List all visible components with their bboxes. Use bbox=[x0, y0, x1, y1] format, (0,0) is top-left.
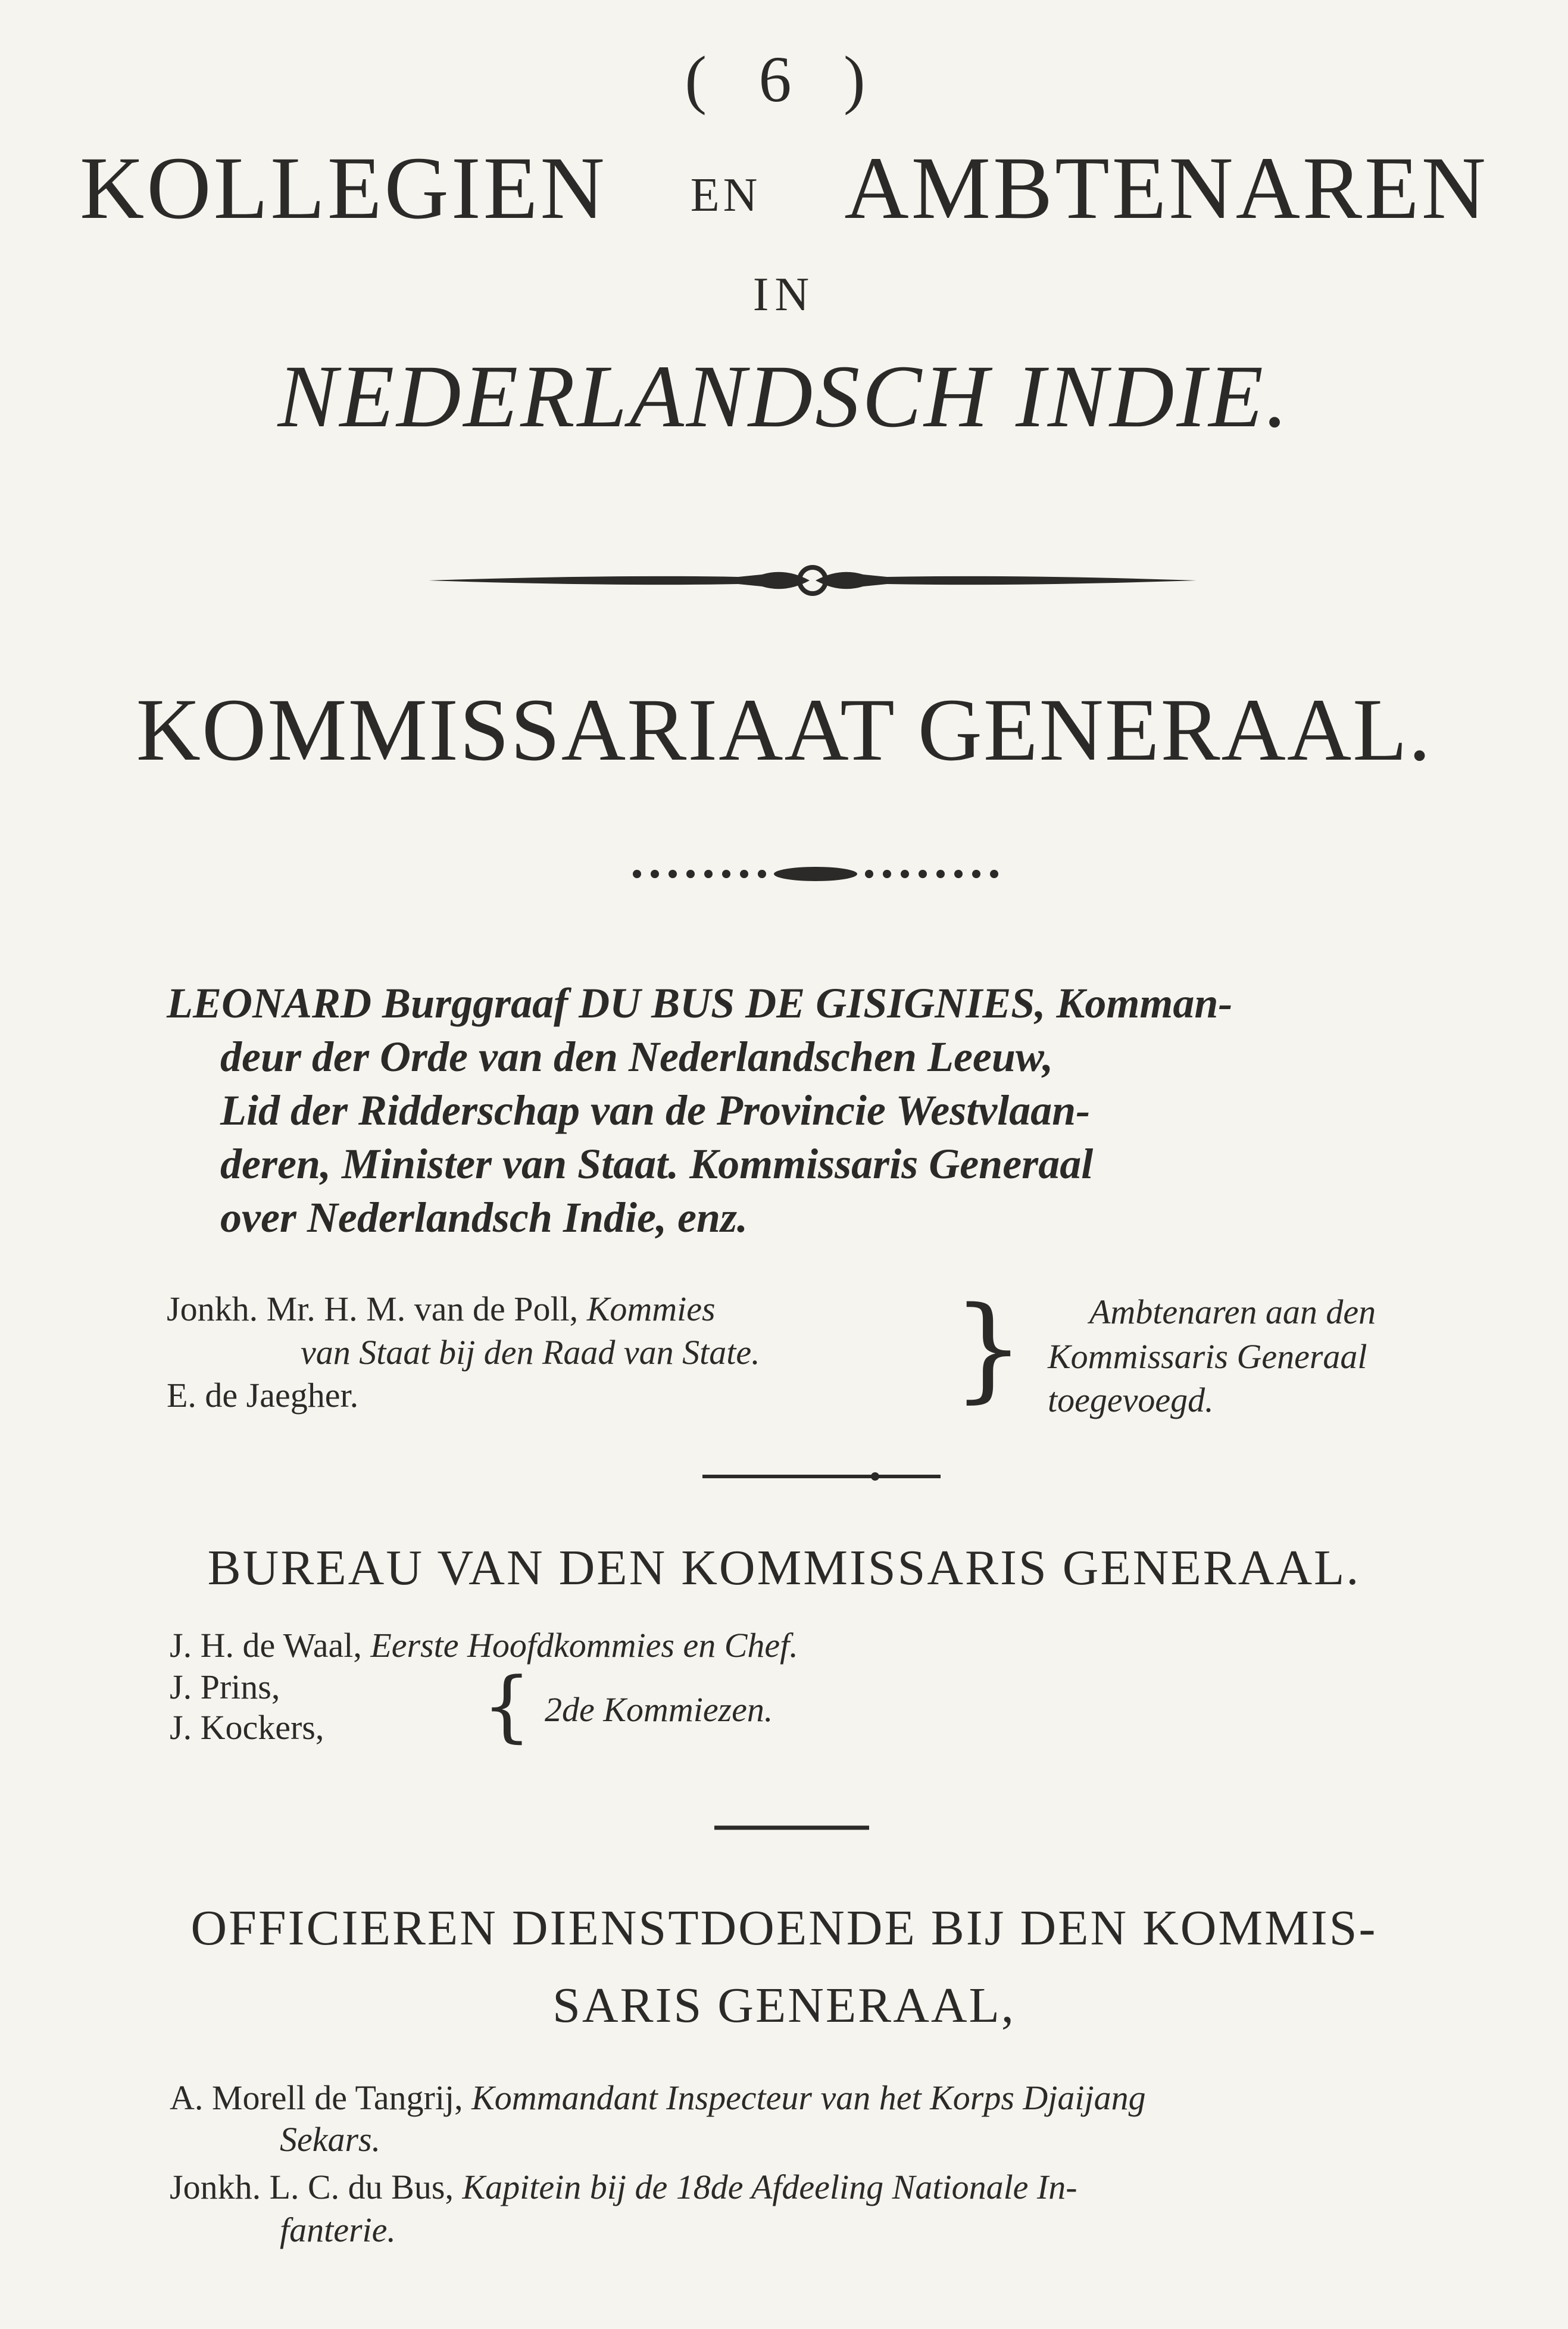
officials-line-2: van Staat bij den Raad van State. bbox=[301, 1333, 760, 1372]
commissioner-line-2: deur der Orde van den Nederlandschen Leeuw, bbox=[220, 1033, 1054, 1081]
officers-entry-2: Jonkh. L. C. du Bus, Kapitein bij de 18de Afdeeling Nationale In- bbox=[170, 2168, 1077, 2206]
bureau-line-1: J. H. de Waal, Eerste Hoofdkommies en Chef. bbox=[170, 1626, 798, 1665]
officers-entry-2-cont: fanterie. bbox=[280, 2211, 396, 2249]
commissioner-line-4: deren, Minister van Staat. Kommissaris Generaal bbox=[220, 1140, 1094, 1188]
officials-line-1: Jonkh. Mr. H. M. van de Poll, Kommies bbox=[167, 1290, 716, 1328]
section-title-bureau: BUREAU VAN DEN KOMMISSARIS GENERAAL. bbox=[207, 1540, 1361, 1596]
bureau-group-role: 2de Kommiezen. bbox=[545, 1690, 773, 1729]
officers-entry-1-cont: Sekars. bbox=[280, 2120, 381, 2159]
divider-rule-2 bbox=[714, 1822, 869, 1834]
heading-word-ambtenaren: AMBTENAREN bbox=[844, 139, 1489, 238]
brace-officials: } bbox=[952, 1282, 1024, 1414]
ornamental-rule-small bbox=[631, 862, 1000, 886]
commissioner-line-1: LEONARD Burggraaf DU BUS DE GISIGNIES, Komman- bbox=[167, 979, 1233, 1027]
bureau-line-2: J. Prins, bbox=[170, 1668, 280, 1706]
commissioner-line-3: Lid der Ridderschap van de Provincie Westvlaan- bbox=[220, 1087, 1091, 1134]
heading-line-3: NEDERLANDSCH INDIE. bbox=[277, 347, 1291, 446]
brace-bureau: { bbox=[482, 1660, 532, 1751]
officials-note-line-3: toegevoegd. bbox=[1048, 1381, 1214, 1419]
page-number: ( 6 ) bbox=[685, 43, 883, 115]
section-title-officers-2: SARIS GENERAAL, bbox=[552, 1978, 1016, 2033]
officials-line-3: E. de Jaegher. bbox=[167, 1376, 359, 1415]
ornamental-rule-large bbox=[429, 557, 1197, 604]
heading-line-1 bbox=[0, 137, 1568, 239]
officials-note-line-1: Ambtenaren aan den bbox=[1089, 1292, 1376, 1331]
bureau-line-3: J. Kockers, bbox=[170, 1708, 324, 1747]
officers-entry-1: A. Morell de Tangrij, Kommandant Inspecteur van het Korps Djaijang bbox=[170, 2078, 1146, 2117]
heading-word-kollegien: KOLLEGIEN bbox=[79, 139, 607, 238]
section-title-kommissariaat: KOMMISSARIAAT GENERAAL. bbox=[136, 680, 1432, 779]
heading-line-2: IN bbox=[752, 269, 816, 321]
officials-note-line-2: Kommissaris Generaal bbox=[1048, 1337, 1367, 1376]
heading-word-en: EN bbox=[690, 169, 761, 221]
section-title-officers-1: OFFICIEREN DIENSTDOENDE BIJ DEN KOMMIS- bbox=[190, 1900, 1378, 1956]
divider-rule-1 bbox=[702, 1471, 941, 1482]
commissioner-line-5: over Nederlandsch Indie, enz. bbox=[220, 1194, 748, 1241]
